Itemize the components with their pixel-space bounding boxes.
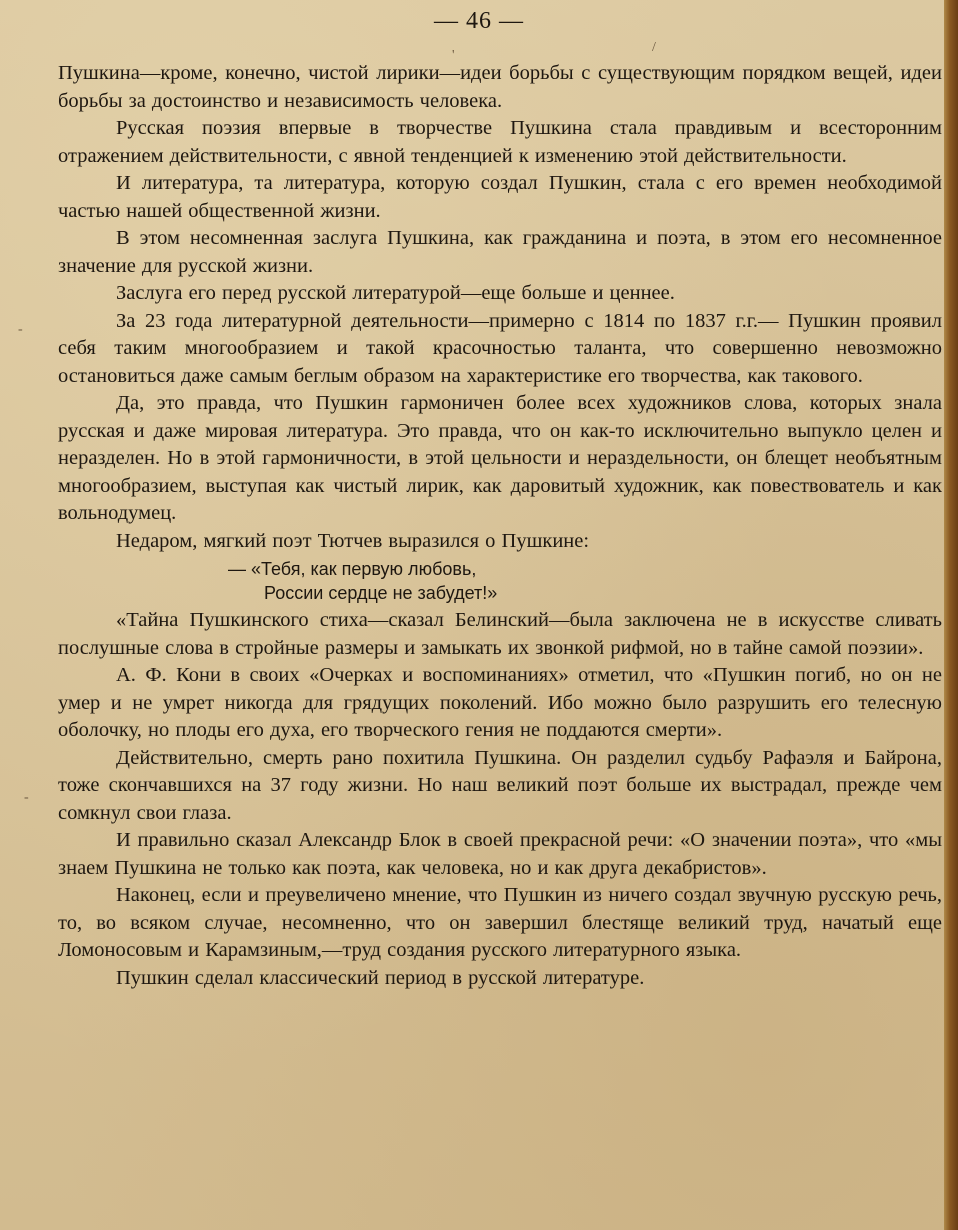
paragraph: За 23 года литературной деятельности—примерно с 1814 по 1837 г.г.— Пушкин проявил себя таким многообразием и такой красочностью таланта, что совершенно невозможно остановиться даже самым беглым образом на характеристике его творчества, как такового. [58, 309, 942, 387]
paragraph: И литература, та литература, которую создал Пушкин, стала с его времен необходимой частью нашей общественной жизни. [58, 172, 942, 222]
paper-speck: - [24, 790, 29, 805]
paper-speck: ' [452, 48, 455, 63]
paragraph: Да, это правда, что Пушкин гармоничен более всех художников слова, которых знала русская и даже мировая литература. Это правда, что он как-то исключительно выпукло целен и неразделен. Но в этой гармоничности, в этой цельности и нераздельности, он блещет необъятным многообразием, выступая как чистый лирик, как даровитый художник, как повествователь и как вольнодумец. [58, 392, 942, 524]
poem-line: — «Тебя, как первую любовь, [228, 559, 477, 579]
page-number: — 46 — [434, 8, 524, 34]
poem-quote [228, 557, 942, 605]
paragraph: В этом несомненная заслуга Пушкина, как гражданина и поэта, в этом его несомненное значение для русской жизни. [58, 227, 942, 277]
paragraph: И правильно сказал Александр Блок в своей прекрасной речи: «О значении поэта», что «мы знаем Пушкина не только как поэта, как человека, но и как друга декабристов». [58, 829, 942, 879]
paper-speck: - [18, 322, 23, 337]
paragraph: Пушкин сделал классический период в русской литературе. [116, 966, 645, 989]
page-edge [944, 0, 958, 1230]
paragraph: «Тайна Пушкинского стиха—сказал Белинский—была заключена не в искусстве сливать послушные слова в стройные размеры и замыкать их звонкой рифмой, но в тайне самой поэзии». [58, 609, 942, 659]
paragraph: Пушкина—кроме, конечно, чистой лирики—идеи борьбы с существующим порядком вещей, идеи борьбы за достоинство и независимость человека. [58, 62, 942, 112]
poem-line: России сердце не забудет!» [264, 583, 498, 603]
paragraph: А. Ф. Кони в своих «Очерках и воспоминаниях» отметил, что «Пушкин погиб, но он не умер и не умрет никогда для грядущих поколений. Ибо можно было разрушить его телесную оболочку, но плоды его духа, его творческого гения не поддаются смерти». [58, 664, 942, 741]
page-body [58, 60, 942, 992]
paragraph: Действительно, смерть рано похитила Пушкина. Он разделил судьбу Рафаэля и Байрона, тоже скончавшихся на 37 году жизни. Но наш великий поэт больше их выстрадал, прежде чем сомкнул свои глаза. [58, 746, 942, 824]
paragraph: Недаром, мягкий поэт Тютчев выразился о Пушкине: [116, 529, 590, 552]
paragraph: Наконец, если и преувеличено мнение, что Пушкин из ничего создал звучную русскую речь, то, во всяком случае, несомненно, что он завершил блестяще великий труд, начатый еще Ломоносовым и Карамзиным,—труд создания русского литературного языка. [58, 884, 942, 961]
paragraph: Заслуга его перед русской литературой—еще больше и ценнее. [116, 282, 675, 304]
paper-speck: / [652, 40, 656, 55]
paragraph: Русская поэзия впервые в творчестве Пушкина стала правдивым и всесторонним отражением действительности, с явной тенденцией к изменению этой действительности. [58, 117, 942, 167]
